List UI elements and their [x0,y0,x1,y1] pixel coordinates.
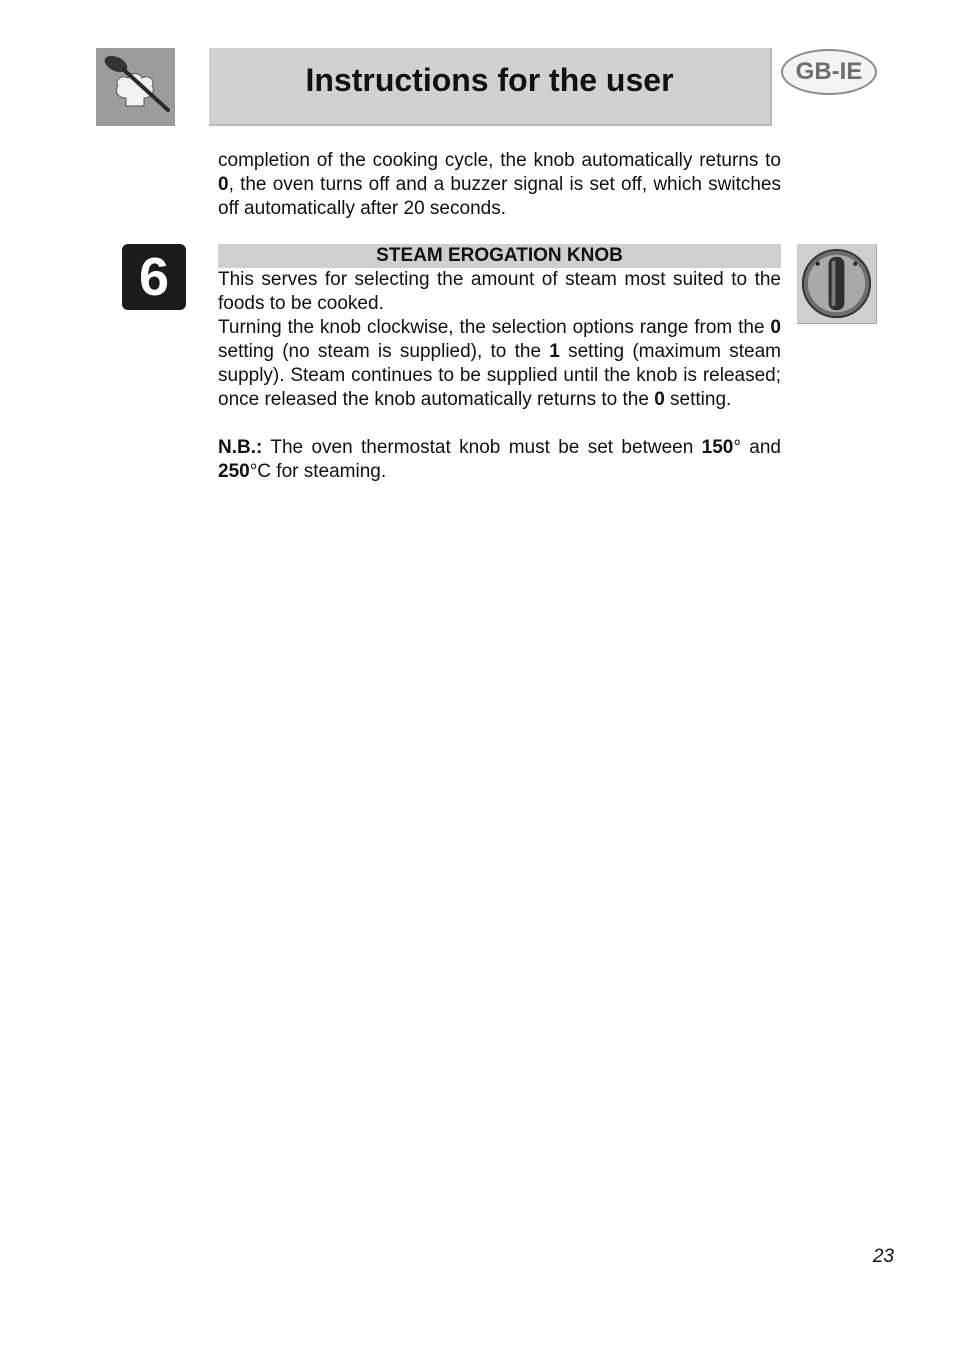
note-value-250: 250 [218,461,250,482]
intro-text-2: , the oven turns off and a buzzer signal is set off, which switches off automatically after 20 seconds. [218,174,781,219]
section-note [218,436,781,484]
brand-logo [96,48,175,126]
section-paragraph-2 [218,316,781,412]
note-text-2: ° and [733,437,782,458]
language-badge [781,49,877,95]
spoon-chef-hat-icon [96,48,175,126]
para2-text-1: Turning the knob clockwise, the selection options range from the [218,317,771,338]
para2-value-1: 1 [549,341,560,362]
para2-text-2: setting (no steam is supplied), to the [218,341,550,362]
note-text-1: The oven thermostat knob must be set between [262,437,702,458]
section-number-badge [122,244,186,310]
page-title: Instructions for the user [305,62,674,98]
section-number: 6 [138,247,170,307]
steam-knob-icon [797,244,876,323]
section-paragraph-1: This serves for selecting the amount of steam most suited to the foods to be cooked. [218,269,781,314]
page-number: 23 [872,1246,894,1267]
note-value-150: 150 [701,437,734,458]
knob-illustration [797,244,877,324]
language-badge-label: GB-IE [795,58,863,85]
para2-text-4: setting. [664,389,732,410]
intro-value-0: 0 [218,174,229,195]
intro-paragraph [218,149,781,221]
para2-text-3: setting (maximum steam supply). Steam continues to be supplied until the knob is released; once released the knob automatically returns to the [218,341,781,410]
note-text-3: °C for steaming. [249,461,387,482]
para2-value-0-again: 0 [654,389,665,410]
header-title-bar [209,48,772,126]
para2-value-0: 0 [770,317,781,338]
intro-text-1: completion of the cooking cycle, the knob automatically returns to [218,150,781,171]
note-label: N.B.: [218,437,263,458]
section-heading: STEAM EROGATION KNOB [218,244,781,268]
